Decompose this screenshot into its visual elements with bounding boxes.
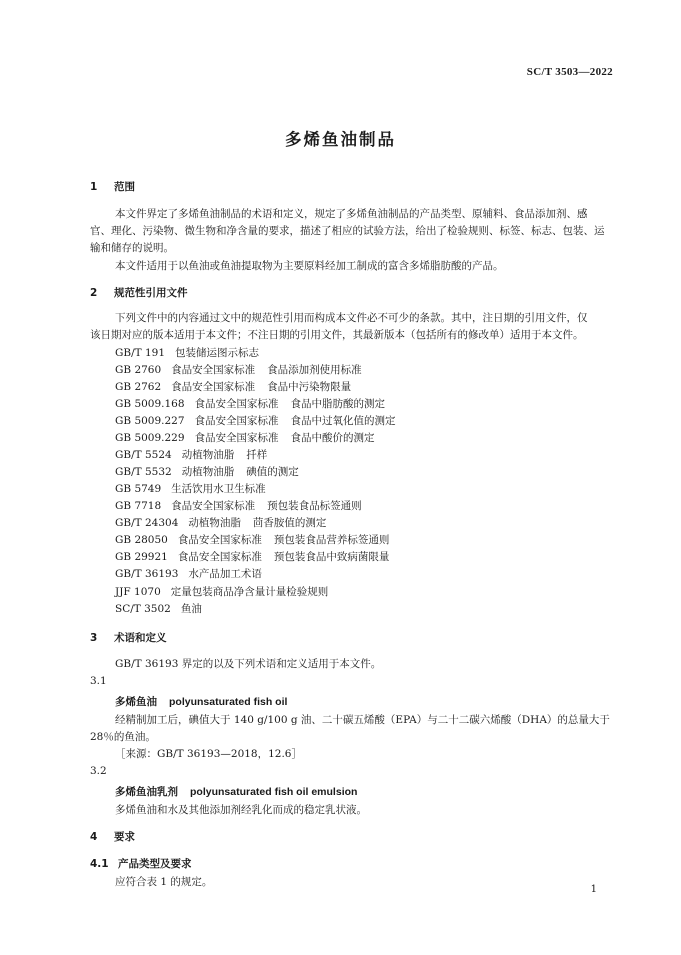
reference-title: 食品添加剂使用标准 [267, 364, 362, 376]
section-number: 2 [90, 287, 98, 299]
reference-code: GB 2762 [115, 381, 162, 393]
reference-code: JJF 1070 [115, 586, 161, 598]
reference-item [115, 464, 299, 479]
reference-title: 食品中酸价的测定 [290, 432, 375, 444]
reference-title: 动植物油脂 [181, 449, 235, 461]
section-title: 范围 [114, 181, 135, 193]
subsection-4-1-heading [90, 856, 192, 871]
term-en: polyunsaturated fish oil emulsion [190, 786, 358, 798]
reference-code: GB/T 24304 [115, 517, 179, 529]
reference-title: 食品安全国家标准 [171, 381, 256, 393]
reference-title: 食品安全国家标准 [194, 415, 279, 427]
term-cn: 多烯鱼油 [115, 696, 157, 708]
reference-item [115, 584, 328, 599]
reference-title: 鱼油 [180, 603, 202, 615]
reference-title: 动植物油脂 [188, 517, 241, 529]
reference-title: 包装储运图示标志 [175, 347, 260, 359]
section-title: 规范性引用文件 [114, 287, 188, 299]
term-definition-line: 28％的鱼油。 [90, 731, 156, 743]
term-definition: 多烯鱼油和水及其他添加剂经乳化而成的稳定乳状液。 [115, 804, 367, 816]
scope-paragraph-line: 本文件界定了多烯鱼油制品的术语和定义，规定了多烯鱼油制品的产品类型、原辅料、食品添加剂、感 [115, 208, 588, 220]
reference-item [115, 601, 202, 616]
reference-title: 食品安全国家标准 [177, 551, 262, 563]
reference-code: GB 5749 [115, 483, 162, 495]
reference-title: 扦样 [246, 449, 268, 461]
reference-title: 食品安全国家标准 [177, 534, 262, 546]
reference-title: 定量包装商品净含量计量检验规则 [170, 586, 329, 598]
reference-code: SC/T 3502 [115, 603, 171, 615]
reference-title: 动植物油脂 [181, 466, 235, 478]
section-title: 术语和定义 [114, 632, 167, 644]
section-2-heading [90, 285, 188, 300]
reference-code: GB 2760 [115, 364, 162, 376]
reference-item [115, 430, 375, 445]
subsection-text: 应符合表 1 的规定。 [115, 876, 213, 888]
reference-item [115, 566, 262, 581]
reference-title: 食品中过氧化值的测定 [290, 415, 396, 427]
section-number: 4 [90, 831, 98, 843]
term-entry [115, 694, 287, 709]
reference-item [115, 396, 385, 411]
reference-title: 预包装食品营养标签通则 [273, 534, 390, 546]
section-4-heading [90, 829, 135, 844]
reference-title: 食品安全国家标准 [194, 432, 279, 444]
reference-title: 食品中污染物限量 [267, 381, 352, 393]
term-cn: 多烯鱼油乳剂 [115, 786, 178, 798]
reference-item [115, 362, 362, 377]
reference-title: 食品安全国家标准 [194, 398, 279, 410]
reference-item [115, 379, 351, 394]
reference-item [115, 498, 362, 513]
reference-code: GB 7718 [115, 500, 162, 512]
section-number: 1 [90, 181, 98, 193]
terms-intro: GB/T 36193 界定的以及下列术语和定义适用于本文件。 [115, 658, 382, 670]
reference-title: 水产品加工术语 [188, 568, 262, 580]
page-number: 1 [590, 884, 597, 895]
scope-applicability: 本文件适用于以鱼油或鱼油提取物为主要原料经加工制成的富含多烯脂肪酸的产品。 [115, 260, 504, 272]
reference-title: 茴香胺值的测定 [252, 517, 327, 529]
reference-code: GB 29921 [115, 551, 168, 563]
reference-code: GB/T 36193 [115, 568, 179, 580]
standard-number: SC/T 3503—2022 [526, 66, 613, 78]
section-title: 要求 [114, 831, 135, 843]
section-1-heading [90, 179, 135, 194]
term-entry [115, 784, 357, 799]
reference-title: 食品中脂肪酸的测定 [290, 398, 386, 410]
reference-item [115, 481, 266, 496]
reference-code: GB 5009.227 [115, 415, 185, 427]
reference-code: GB 5009.229 [115, 432, 185, 444]
document-title: 多烯鱼油制品 [285, 130, 396, 149]
reference-item [115, 515, 326, 530]
term-number: 3.1 [90, 675, 107, 687]
reference-title: 预包装食品标签通则 [267, 500, 362, 512]
reference-code: GB/T 5532 [115, 466, 172, 478]
reference-title: 生活饮用水卫生标准 [171, 483, 266, 495]
term-number: 3.2 [90, 765, 107, 777]
reference-title: 碘值的测定 [246, 466, 299, 478]
section-3-heading [90, 630, 167, 645]
scope-paragraph-line: 输和储存的说明。 [90, 242, 174, 254]
term-en: polyunsaturated fish oil [169, 696, 288, 708]
reference-item [115, 345, 259, 360]
reference-code: GB/T 5524 [115, 449, 172, 461]
reference-title: 食品安全国家标准 [171, 364, 256, 376]
reference-code: GB/T 191 [115, 347, 166, 359]
scope-paragraph-line: 官、理化、污染物、微生物和净含量的要求，描述了相应的试验方法，给出了检验规则、标签、标志、包装、运 [90, 225, 605, 237]
reference-item [115, 413, 396, 428]
reference-code: GB 5009.168 [115, 398, 185, 410]
subsection-number: 4.1 [90, 858, 109, 870]
reference-item [115, 532, 389, 547]
term-definition-line: 经精制加工后，碘值大于 140 g/100 g 油、二十碳五烯酸（EPA）与二十二碳六烯酸（DHA）的总量大于 [115, 714, 610, 726]
references-intro-line: 该日期对应的版本适用于本文件；不注日期的引用文件，其最新版本（包括所有的修改单）适用于本文件。 [90, 329, 584, 341]
reference-code: GB 28050 [115, 534, 168, 546]
reference-title: 食品安全国家标准 [171, 500, 256, 512]
reference-title: 预包装食品中致病菌限量 [273, 551, 390, 563]
reference-item [115, 447, 267, 462]
references-intro-line: 下列文件中的内容通过文中的规范性引用而构成本文件必不可少的条款。其中，注日期的引用文件，仅 [115, 312, 588, 324]
section-number: 3 [90, 632, 98, 644]
reference-item [115, 549, 389, 564]
term-source: ［来源：GB/T 36193—2018，12.6］ [115, 748, 302, 760]
subsection-title: 产品类型及要求 [118, 858, 192, 870]
